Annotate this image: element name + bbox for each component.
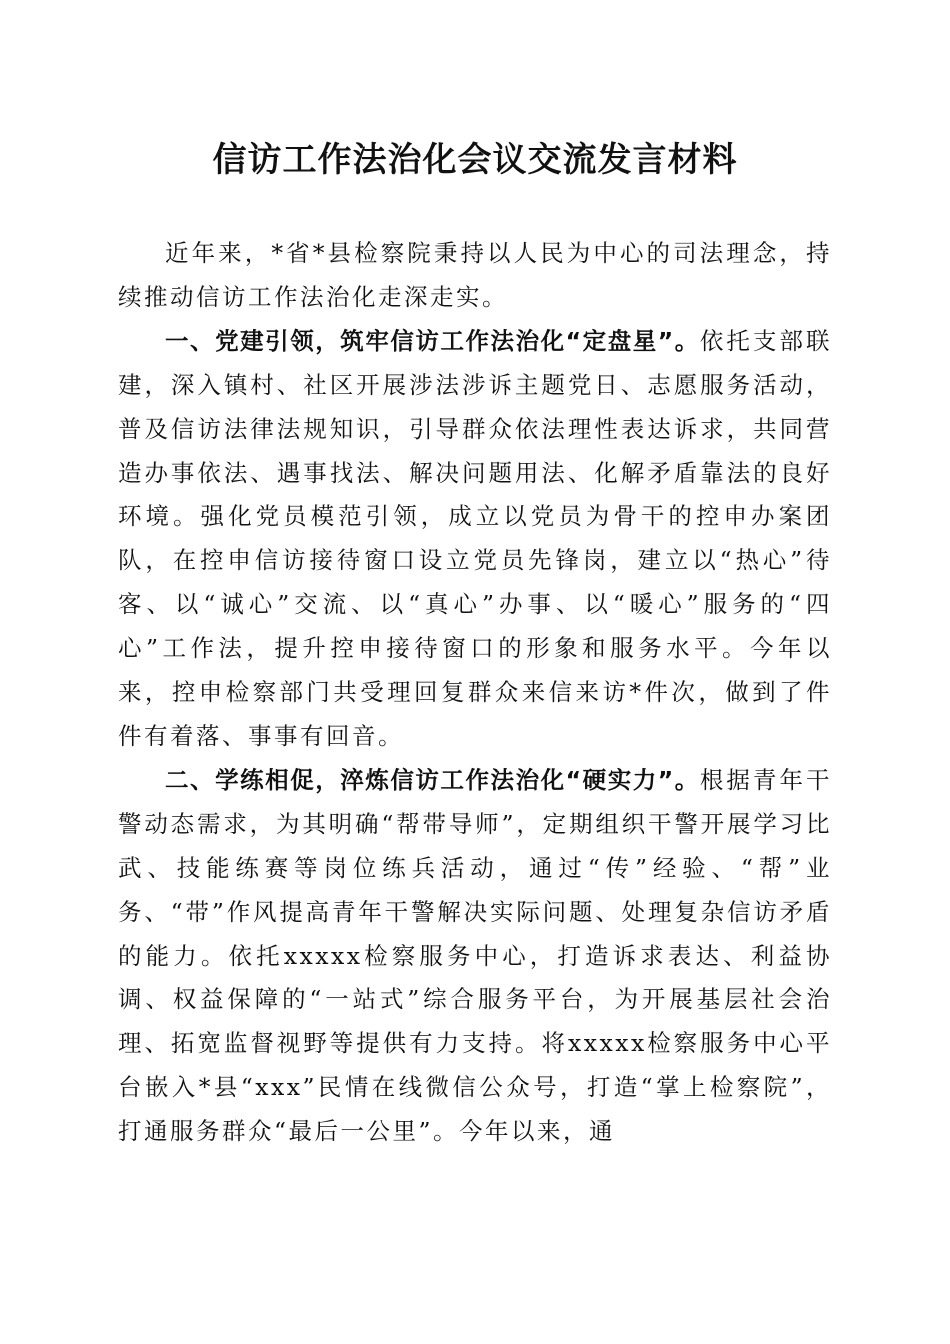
section-paragraph-2 <box>118 759 832 1154</box>
section-text-1: 依托支部联建，深入镇村、社区开展涉法涉诉主题党日、志愿服务活动，普及信访法律法规知识，引导群众依法理性表达诉求，共同营造办事依法、遇事找法、解决问题用法、化解矛盾靠法的良好环境。强化党员模范引领，成立以党员为骨干的控申办案团队，在控申信访接待窗口设立党员先锋岗，建立以“热心”待客、以“诚心”交流、以“真心”办事、以“暖心”服务的“四心”工作法，提升控申接待窗口的形象和服务水平。今年以来，控申检察部门共受理回复群众来信来访*件次，做到了件件有着落、事事有回音。 <box>118 326 832 750</box>
section-paragraph-1 <box>118 320 832 759</box>
section-heading-1: 一、党建引领，筑牢信访工作法治化“定盘星”。 <box>165 326 700 355</box>
document-body <box>118 232 832 1154</box>
intro-paragraph: 近年来，*省*县检察院秉持以人民为中心的司法理念，持续推动信访工作法治化走深走实。 <box>118 239 832 311</box>
document-title: 信访工作法治化会议交流发言材料 <box>212 140 738 180</box>
section-heading-2: 二、学练相促，淬炼信访工作法治化“硬实力”。 <box>165 765 700 794</box>
section-text-2: 根据青年干警动态需求，为其明确“帮带导师”，定期组织干警开展学习比武、技能练赛等岗位练兵活动，通过“传”经验、“帮”业务、“带”作风提高青年干警解决实际问题、处理复杂信访矛盾的能力。依托xxxxx检察服务中心，打造诉求表达、利益协调、权益保障的“一站式”综合服务平台，为开展基层社会治理、拓宽监督视野等提供有力支持。将xxxxx检察服务中心平台嵌入*县“xxx”民情在线微信公众号，打造“掌上检察院”，打通服务群众“最后一公里”。今年以来，通 <box>118 765 832 1146</box>
